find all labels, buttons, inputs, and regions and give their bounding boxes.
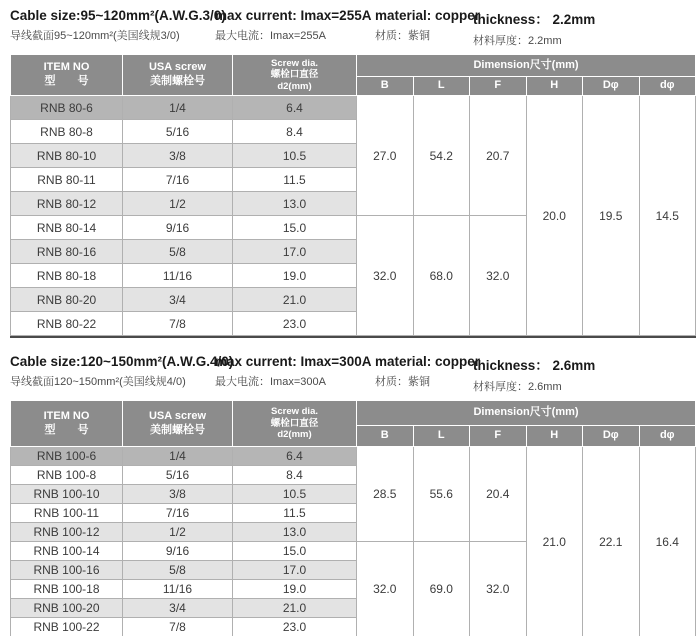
cell-usa-screw: 11/16 bbox=[123, 264, 233, 288]
cell-screw-dia: 13.0 bbox=[233, 523, 357, 542]
cell-screw-dia: 13.0 bbox=[233, 192, 357, 216]
cell-item-no: RNB 80-11 bbox=[11, 168, 123, 192]
col-header-d-phi: Dφ bbox=[583, 77, 640, 96]
cell-usa-screw: 7/8 bbox=[123, 618, 233, 636]
material-en: material: copper bbox=[375, 8, 481, 23]
cell-dim-l: 69.0 bbox=[413, 542, 470, 636]
spec-section-rnb80 bbox=[10, 0, 696, 338]
cell-screw-dia: 21.0 bbox=[233, 599, 357, 618]
col-header-item-no: ITEM NO 型 号 bbox=[11, 55, 123, 96]
cell-screw-dia: 15.0 bbox=[233, 542, 357, 561]
col-header-usa-screw: USA screw 美制螺栓号 bbox=[123, 401, 233, 447]
table-row bbox=[11, 447, 696, 466]
cell-dim-l: 54.2 bbox=[413, 96, 470, 216]
col-header-screw-dia: Screw dia. 螺栓口直径 d2(mm) bbox=[233, 55, 357, 96]
cell-usa-screw: 3/4 bbox=[123, 288, 233, 312]
cell-usa-screw: 7/16 bbox=[123, 168, 233, 192]
cell-item-no: RNB 100-16 bbox=[11, 561, 123, 580]
cell-usa-screw: 11/16 bbox=[123, 580, 233, 599]
cell-screw-dia: 6.4 bbox=[233, 447, 357, 466]
max-current-en: max current: Imax=255A bbox=[215, 8, 372, 23]
cell-dim-b: 32.0 bbox=[357, 216, 414, 336]
thickness bbox=[473, 354, 696, 394]
cell-usa-screw: 9/16 bbox=[123, 542, 233, 561]
thickness-cn: 材料厚度：2.2mm bbox=[473, 35, 562, 47]
cell-dim-f: 32.0 bbox=[470, 216, 527, 336]
cable-size-cn: 导线截面95~120mm²(美国线规3/0) bbox=[10, 30, 180, 42]
cell-dim-l: 68.0 bbox=[413, 216, 470, 336]
col-header-item-no: ITEM NO 型 号 bbox=[11, 401, 123, 447]
col-header-h: H bbox=[526, 77, 583, 96]
cell-item-no: RNB 100-14 bbox=[11, 542, 123, 561]
thickness bbox=[473, 8, 696, 48]
cell-item-no: RNB 80-10 bbox=[11, 144, 123, 168]
cell-screw-dia: 11.5 bbox=[233, 168, 357, 192]
cell-screw-dia: 19.0 bbox=[233, 580, 357, 599]
cell-item-no: RNB 100-11 bbox=[11, 504, 123, 523]
col-header-screw-dia: Screw dia. 螺栓口直径 d2(mm) bbox=[233, 401, 357, 447]
col-header-l: L bbox=[413, 426, 470, 447]
cell-usa-screw: 1/4 bbox=[123, 447, 233, 466]
cell-usa-screw: 1/2 bbox=[123, 523, 233, 542]
col-header-b: B bbox=[357, 77, 414, 96]
cable-size-en: Cable size:120~150mm²(A.W.G.4/0) bbox=[10, 354, 234, 369]
cell-usa-screw: 5/8 bbox=[123, 561, 233, 580]
cell-dim-l: 55.6 bbox=[413, 447, 470, 542]
cell-screw-dia: 23.0 bbox=[233, 312, 357, 336]
cell-usa-screw: 3/4 bbox=[123, 599, 233, 618]
table-head bbox=[11, 55, 696, 96]
cell-item-no: RNB 100-10 bbox=[11, 485, 123, 504]
cell-screw-dia: 11.5 bbox=[233, 504, 357, 523]
col-header-b: B bbox=[357, 426, 414, 447]
cell-item-no: RNB 80-18 bbox=[11, 264, 123, 288]
col-header-f: F bbox=[470, 77, 527, 96]
cell-item-no: RNB 80-16 bbox=[11, 240, 123, 264]
cell-item-no: RNB 80-12 bbox=[11, 192, 123, 216]
table-wrap bbox=[10, 54, 696, 338]
thickness-cn: 材料厚度：2.6mm bbox=[473, 381, 562, 393]
cable-size-en: Cable size:95~120mm²(A.W.G.3/0) bbox=[10, 8, 226, 23]
col-header-d2-phi: dφ bbox=[639, 426, 696, 447]
cell-usa-screw: 5/16 bbox=[123, 120, 233, 144]
cell-dim-b: 28.5 bbox=[357, 447, 414, 542]
col-header-d-phi: Dφ bbox=[583, 426, 640, 447]
cell-dim-d2-phi: 16.4 bbox=[639, 447, 696, 636]
material-cn: 材质：紫铜 bbox=[375, 376, 430, 388]
cell-usa-screw: 5/16 bbox=[123, 466, 233, 485]
spec-table-rnb100 bbox=[10, 400, 696, 636]
col-header-f: F bbox=[470, 426, 527, 447]
cell-item-no: RNB 80-14 bbox=[11, 216, 123, 240]
cell-item-no: RNB 80-6 bbox=[11, 96, 123, 120]
cell-screw-dia: 15.0 bbox=[233, 216, 357, 240]
cell-screw-dia: 10.5 bbox=[233, 485, 357, 504]
max-current bbox=[215, 8, 375, 43]
cell-dim-d2-phi: 14.5 bbox=[639, 96, 696, 336]
cable-size-cn: 导线截面120~150mm²(美国线规4/0) bbox=[10, 376, 186, 388]
thickness-en: thickness： 2.2mm bbox=[473, 12, 596, 27]
col-header-h: H bbox=[526, 426, 583, 447]
table-body bbox=[11, 96, 696, 336]
cell-dim-d-phi: 19.5 bbox=[583, 96, 640, 336]
cell-screw-dia: 23.0 bbox=[233, 618, 357, 636]
section-info bbox=[10, 354, 696, 400]
cell-dim-d-phi: 22.1 bbox=[583, 447, 640, 636]
col-header-l: L bbox=[413, 77, 470, 96]
material bbox=[375, 8, 481, 43]
table-head bbox=[11, 401, 696, 447]
table-wrap bbox=[10, 400, 696, 636]
cell-screw-dia: 17.0 bbox=[233, 240, 357, 264]
spec-section-rnb100 bbox=[10, 354, 696, 636]
cell-usa-screw: 7/16 bbox=[123, 504, 233, 523]
cell-dim-b: 32.0 bbox=[357, 542, 414, 636]
cable-size bbox=[10, 8, 226, 43]
col-header-usa-screw: USA screw 美制螺栓号 bbox=[123, 55, 233, 96]
cell-usa-screw: 1/2 bbox=[123, 192, 233, 216]
spec-table-rnb80 bbox=[10, 54, 696, 336]
cell-item-no: RNB 100-18 bbox=[11, 580, 123, 599]
cell-item-no: RNB 100-6 bbox=[11, 447, 123, 466]
table-row bbox=[11, 96, 696, 120]
cell-dim-f: 20.7 bbox=[470, 96, 527, 216]
max-current bbox=[215, 354, 375, 389]
cell-usa-screw: 7/8 bbox=[123, 312, 233, 336]
cell-screw-dia: 19.0 bbox=[233, 264, 357, 288]
cell-dim-b: 27.0 bbox=[357, 96, 414, 216]
cell-usa-screw: 1/4 bbox=[123, 96, 233, 120]
col-header-dimension: Dimension尺寸(mm) bbox=[357, 401, 696, 426]
cell-usa-screw: 3/8 bbox=[123, 485, 233, 504]
cell-dim-f: 20.4 bbox=[470, 447, 527, 542]
material-en: material: copper bbox=[375, 354, 481, 369]
cell-dim-h: 20.0 bbox=[526, 96, 583, 336]
cell-screw-dia: 10.5 bbox=[233, 144, 357, 168]
cell-screw-dia: 8.4 bbox=[233, 120, 357, 144]
section-info bbox=[10, 8, 696, 54]
thickness-en: thickness： 2.6mm bbox=[473, 358, 596, 373]
cell-screw-dia: 6.4 bbox=[233, 96, 357, 120]
col-header-d2-phi: dφ bbox=[639, 77, 696, 96]
col-header-dimension: Dimension尺寸(mm) bbox=[357, 55, 696, 77]
cell-screw-dia: 17.0 bbox=[233, 561, 357, 580]
cell-usa-screw: 5/8 bbox=[123, 240, 233, 264]
cell-item-no: RNB 80-8 bbox=[11, 120, 123, 144]
cell-item-no: RNB 80-20 bbox=[11, 288, 123, 312]
max-current-cn: 最大电流：Imax=255A bbox=[215, 30, 326, 42]
cell-item-no: RNB 100-22 bbox=[11, 618, 123, 636]
table-body bbox=[11, 447, 696, 636]
cell-dim-f: 32.0 bbox=[470, 542, 527, 636]
cell-item-no: RNB 100-20 bbox=[11, 599, 123, 618]
cable-size bbox=[10, 354, 234, 389]
max-current-cn: 最大电流：Imax=300A bbox=[215, 376, 326, 388]
cell-usa-screw: 3/8 bbox=[123, 144, 233, 168]
material bbox=[375, 354, 481, 389]
cell-dim-h: 21.0 bbox=[526, 447, 583, 636]
cell-usa-screw: 9/16 bbox=[123, 216, 233, 240]
cell-item-no: RNB 100-8 bbox=[11, 466, 123, 485]
cell-item-no: RNB 80-22 bbox=[11, 312, 123, 336]
material-cn: 材质：紫铜 bbox=[375, 30, 430, 42]
cell-screw-dia: 8.4 bbox=[233, 466, 357, 485]
cell-screw-dia: 21.0 bbox=[233, 288, 357, 312]
cell-item-no: RNB 100-12 bbox=[11, 523, 123, 542]
max-current-en: max current: Imax=300A bbox=[215, 354, 372, 369]
